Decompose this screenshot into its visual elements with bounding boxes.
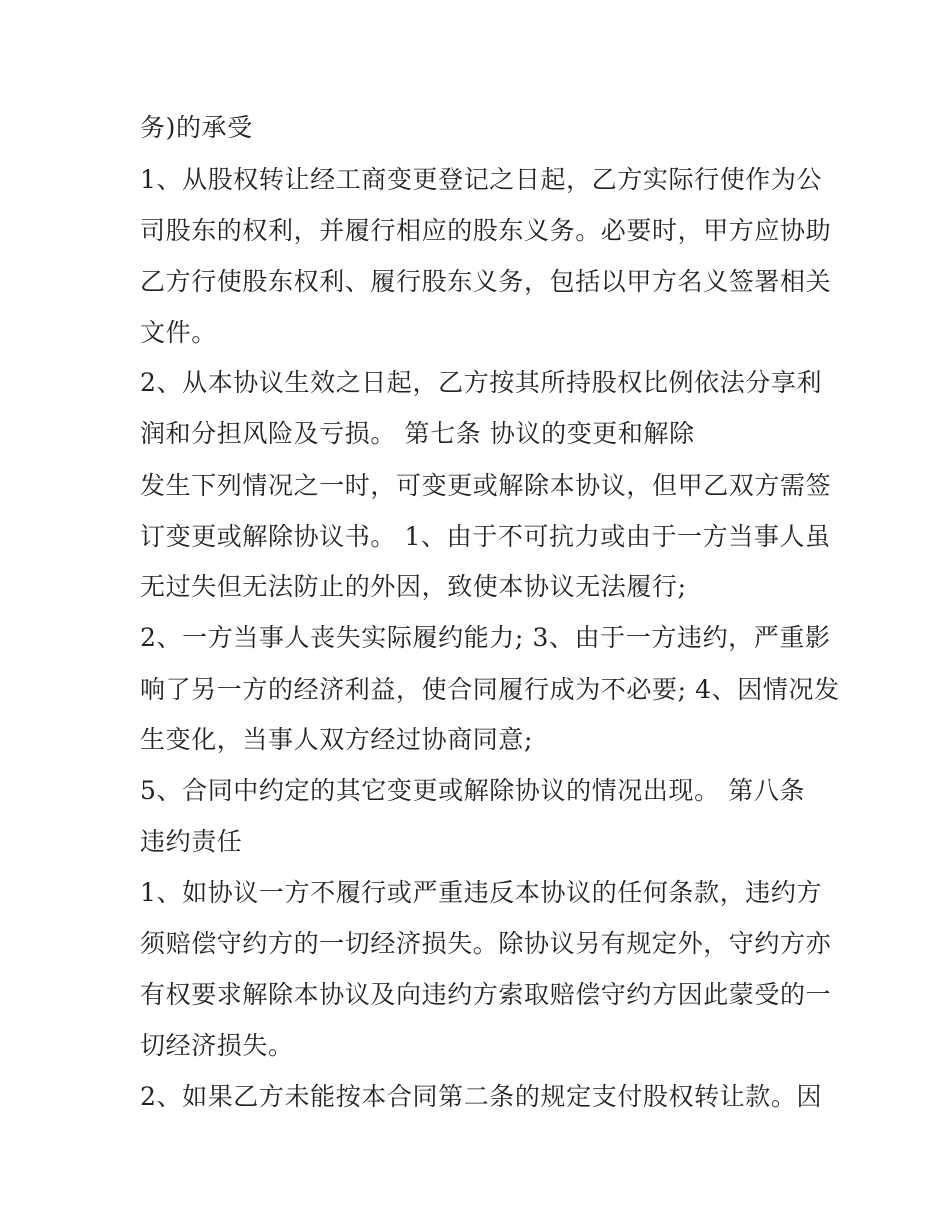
text-line: 有权要求解除本协议及向违约方索取赔偿守约方因此蒙受的一 bbox=[140, 980, 832, 1009]
text-line: 2、如果乙方未能按本合同第二条的规定支付股权转让款。因 bbox=[140, 1082, 823, 1111]
text-line: 发生下列情况之一时，可变更或解除本协议，但甲乙双方需签 bbox=[140, 471, 832, 500]
text-line: 司股东的权利，并履行相应的股东义务。必要时，甲方应协助 bbox=[140, 216, 832, 245]
text-line: 2、一方当事人丧失实际履约能力; 3、由于一方违约，严重影 bbox=[140, 623, 831, 652]
text-line: 订变更或解除协议书。 1、由于不可抗力或由于一方当事人虽 bbox=[140, 522, 831, 551]
text-line: 切经济损失。 bbox=[140, 1031, 294, 1060]
text-line: 润和分担风险及亏损。 第七条 协议的变更和解除 bbox=[140, 419, 695, 448]
text-line: 违约责任 bbox=[140, 827, 243, 856]
text-line: 生变化，当事人双方经过协商同意; bbox=[140, 725, 534, 754]
text-line: 响了另一方的经济利益，使合同履行成为不必要; 4、因情况发 bbox=[140, 675, 840, 704]
text-line: 2、从本协议生效之日起，乙方按其所持股权比例依法分享利 bbox=[140, 368, 823, 397]
text-line: 文件。 bbox=[140, 318, 217, 347]
text-line: 1、如协议一方不履行或严重违反本协议的任何条款，违约方 bbox=[140, 878, 823, 907]
text-line: 务)的承受 bbox=[140, 113, 253, 142]
text-line: 1、从股权转让经工商变更登记之日起，乙方实际行使作为公 bbox=[140, 165, 823, 194]
text-line: 无过失但无法防止的外因，致使本协议无法履行; bbox=[140, 572, 687, 601]
text-line: 须赔偿守约方的一切经济损失。除协议另有规定外，守约方亦 bbox=[140, 929, 832, 958]
text-line: 5、合同中约定的其它变更或解除协议的情况出现。 第八条 bbox=[140, 776, 806, 805]
text-line: 乙方行使股东权利、履行股东义务，包括以甲方名义签署相关 bbox=[140, 267, 832, 296]
